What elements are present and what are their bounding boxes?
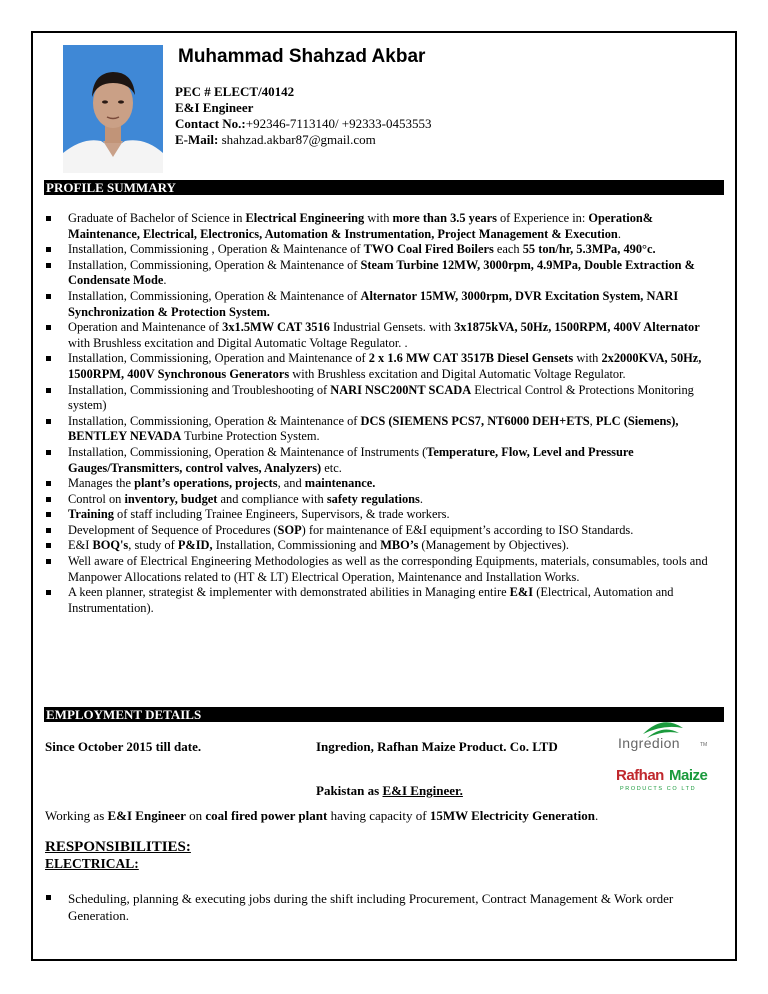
pec-line — [175, 84, 431, 100]
text-run: Installation, Commissioning, Operation & Maintenance of Instruments ( — [68, 444, 427, 459]
text-run: (Management by Objectives). — [418, 538, 570, 553]
text-run: of Experience in: — [496, 211, 589, 225]
rafhanmaize-logo — [616, 763, 720, 799]
text-run: . — [617, 226, 621, 241]
text-run: more than 3.5 years — [392, 211, 497, 225]
text-run: Electrical Control & Protections Monitoring system) — [68, 382, 694, 413]
list-item — [44, 383, 716, 414]
text-run: Development of Sequence of Procedures ( — [68, 522, 278, 537]
ingredion-wordmark: Ingredion — [618, 735, 680, 751]
text-run: Operation& Maintenance, Electrical, Electronics, Automation & Instrumentation, Project Management & Execution — [68, 211, 654, 241]
text-run: etc. — [321, 460, 342, 475]
text-run: TWO Coal Fired Boilers — [363, 242, 494, 257]
employment-since: Since October 2015 till date. — [45, 739, 202, 754]
text-run: . — [163, 273, 167, 288]
text-run: with Brushless excitation and Digital Automatic Voltage Regulator. — [289, 366, 626, 381]
text-run: BOQ's — [92, 538, 129, 553]
text-run: , and — [277, 476, 305, 491]
list-item — [44, 554, 716, 585]
text-run: Well aware of Electrical Engineering Methodologies as well as the corresponding Equipments, materials, consumables, tools and Manpower Allocations related to (HT & LT) Electrical Operation, Maintenance and Installation Works. — [68, 554, 708, 584]
text-run: 3x1.5MW CAT 3516 — [222, 320, 330, 335]
employment-company: Ingredion, Rafhan Maize Product. Co. LTD — [316, 739, 558, 754]
text-run: Industrial Gensets. with — [329, 320, 455, 335]
maize-text: Maize — [669, 767, 708, 784]
text-run: with — [573, 351, 602, 366]
list-item — [44, 890, 716, 924]
contact-value: +92346-7113140/ +92333-0453553 — [245, 116, 432, 131]
text-run: plant’s operations, projects — [134, 476, 278, 491]
text-run: each — [493, 242, 523, 257]
text-run: Scheduling, planning & executing jobs during the shift including Procurement, Contract Management & Work order Generation. — [68, 891, 674, 923]
profile-summary-list — [44, 211, 716, 616]
text-run: Operation and Maintenance of — [68, 320, 223, 335]
pec-label: PEC # — [175, 84, 214, 99]
text-run: with — [364, 211, 393, 225]
profile-heading-text: PROFILE SUMMARY — [46, 180, 176, 195]
text-run: Graduate of Bachelor of Science in — [68, 211, 246, 225]
text-run: 2 x 1.6 MW CAT 3517B Diesel Gensets — [368, 351, 574, 366]
text-run: Temperature, Flow, Level and Pressure Gauges/Transmitters, control valves, Analyzers) — [68, 444, 634, 475]
list-item — [44, 351, 716, 382]
email-line — [175, 132, 431, 148]
list-item — [44, 258, 716, 289]
ingredion-tm: TM — [700, 742, 708, 748]
location-role: E&I Engineer. — [382, 783, 463, 798]
list-item — [44, 320, 716, 351]
text-run: 55 ton/hr, 5.3MPa, 490°c. — [522, 242, 656, 257]
candidate-name: Muhammad Shahzad Akbar — [178, 46, 426, 67]
list-item — [44, 414, 716, 445]
list-item — [44, 242, 716, 258]
list-item — [44, 211, 716, 242]
text-run: DCS (SIEMENS PCS7, NT6000 DEH+ETS — [360, 413, 590, 428]
rafhanmaize-sub: PRODUCTS CO LTD — [620, 786, 697, 792]
text-run: 2x2000KVA, 50Hz, 1500RPM, 400V Synchronous Generators — [68, 351, 702, 381]
text-run: 15MW Electricity Generation — [429, 808, 595, 823]
list-item — [44, 523, 716, 539]
text-run: Installation, Commissioning and Troubleshooting of — [68, 382, 331, 397]
list-item — [44, 476, 716, 492]
text-run: Installation, Commissioning, Operation & Maintenance of — [68, 257, 361, 272]
text-run: E&I — [68, 538, 93, 553]
text-run: Working as — [45, 808, 108, 823]
text-run: maintenance. — [304, 476, 376, 491]
text-run: E&I — [509, 585, 534, 600]
text-run: A keen planner, strategist & implementer with demonstrated abilities in Managing entire — [68, 585, 510, 600]
text-run: Turbine Protection System. — [181, 429, 320, 444]
location-prefix: Pakistan as — [316, 783, 383, 798]
text-run: Control on — [68, 491, 125, 506]
text-run: inventory, budget — [124, 491, 218, 506]
text-run: on — [185, 808, 206, 823]
list-item — [44, 585, 716, 616]
email-value[interactable]: shahzad.akbar87@gmail.com — [218, 132, 376, 147]
employment-location — [316, 783, 463, 799]
text-run: Installation, Commissioning, Operation and Maintenance of — [68, 351, 369, 366]
text-run: PLC (Siemens), BENTLEY NEVADA — [68, 413, 679, 444]
list-item — [44, 445, 716, 476]
text-run: NARI NSC200NT SCADA — [330, 382, 472, 397]
text-run: Manages the — [68, 476, 135, 491]
list-item — [44, 538, 716, 554]
text-run: and compliance with — [217, 491, 327, 506]
rafhan-text: Rafhan — [616, 767, 664, 784]
text-run: 3x1875kVA, 50Hz, 1500RPM, 400V Alternator — [454, 320, 700, 335]
contact-block — [175, 84, 431, 148]
text-run: with Brushless excitation and Digital Automatic Voltage Regulator. . — [68, 335, 408, 350]
text-run: Training — [68, 507, 114, 522]
contact-label: Contact No.: — [175, 116, 246, 131]
list-item — [44, 492, 716, 508]
text-run: (Electrical, Automation and Instrumentation). — [68, 585, 674, 615]
contact-line — [175, 116, 431, 132]
text-run: of staff including Trainee Engineers, Supervisors, & trade workers. — [113, 507, 450, 522]
email-label: E-Mail: — [175, 132, 219, 147]
text-run: , study of — [128, 538, 178, 553]
text-run: Installation, Commissioning , Operation & Maintenance of — [68, 242, 364, 257]
profile-summary-heading — [44, 180, 724, 195]
text-run: MBO’s — [380, 538, 419, 553]
pec-value: ELECT/40142 — [214, 84, 295, 99]
text-run: safety regulations — [326, 491, 420, 506]
text-run: ) for maintenance of E&I equipment’s according to ISO Standards. — [301, 522, 634, 537]
profile-photo — [63, 45, 163, 173]
responsibilities-heading: RESPONSIBILITIES: — [45, 839, 191, 855]
employment-heading-text: EMPLOYMENT DETAILS — [46, 707, 202, 722]
job-title — [175, 100, 431, 116]
text-run: P&ID, — [177, 538, 213, 553]
text-run: Installation, Commissioning and — [212, 538, 381, 553]
text-run: Electrical Engineering — [245, 211, 365, 225]
responsibilities-list — [44, 890, 716, 924]
text-run: SOP — [277, 522, 302, 537]
text-run: , — [589, 413, 596, 428]
electrical-subheading: ELECTRICAL: — [45, 856, 139, 871]
title-text: E&I Engineer — [175, 100, 254, 115]
text-run: Alternator 15MW, 3000rpm, DVR Excitation System, NARI Synchronization & Protection System. — [68, 288, 679, 319]
text-run: E&I Engineer — [107, 808, 186, 823]
list-item — [44, 507, 716, 523]
text-run: having capacity of — [327, 808, 430, 823]
text-run: . — [419, 491, 423, 506]
text-run: Installation, Commissioning, Operation & Maintenance of — [68, 413, 361, 428]
text-run: Steam Turbine 12MW, 3000rpm, 4.9MPa, Double Extraction & Condensate Mode — [68, 257, 695, 288]
text-run: Installation, Commissioning, Operation & Maintenance of — [68, 288, 361, 303]
ingredion-logo — [607, 718, 722, 758]
list-item — [44, 289, 716, 320]
text-run: coal fired power plant — [205, 808, 328, 823]
working-as-line — [45, 808, 598, 824]
text-run: . — [594, 808, 599, 823]
